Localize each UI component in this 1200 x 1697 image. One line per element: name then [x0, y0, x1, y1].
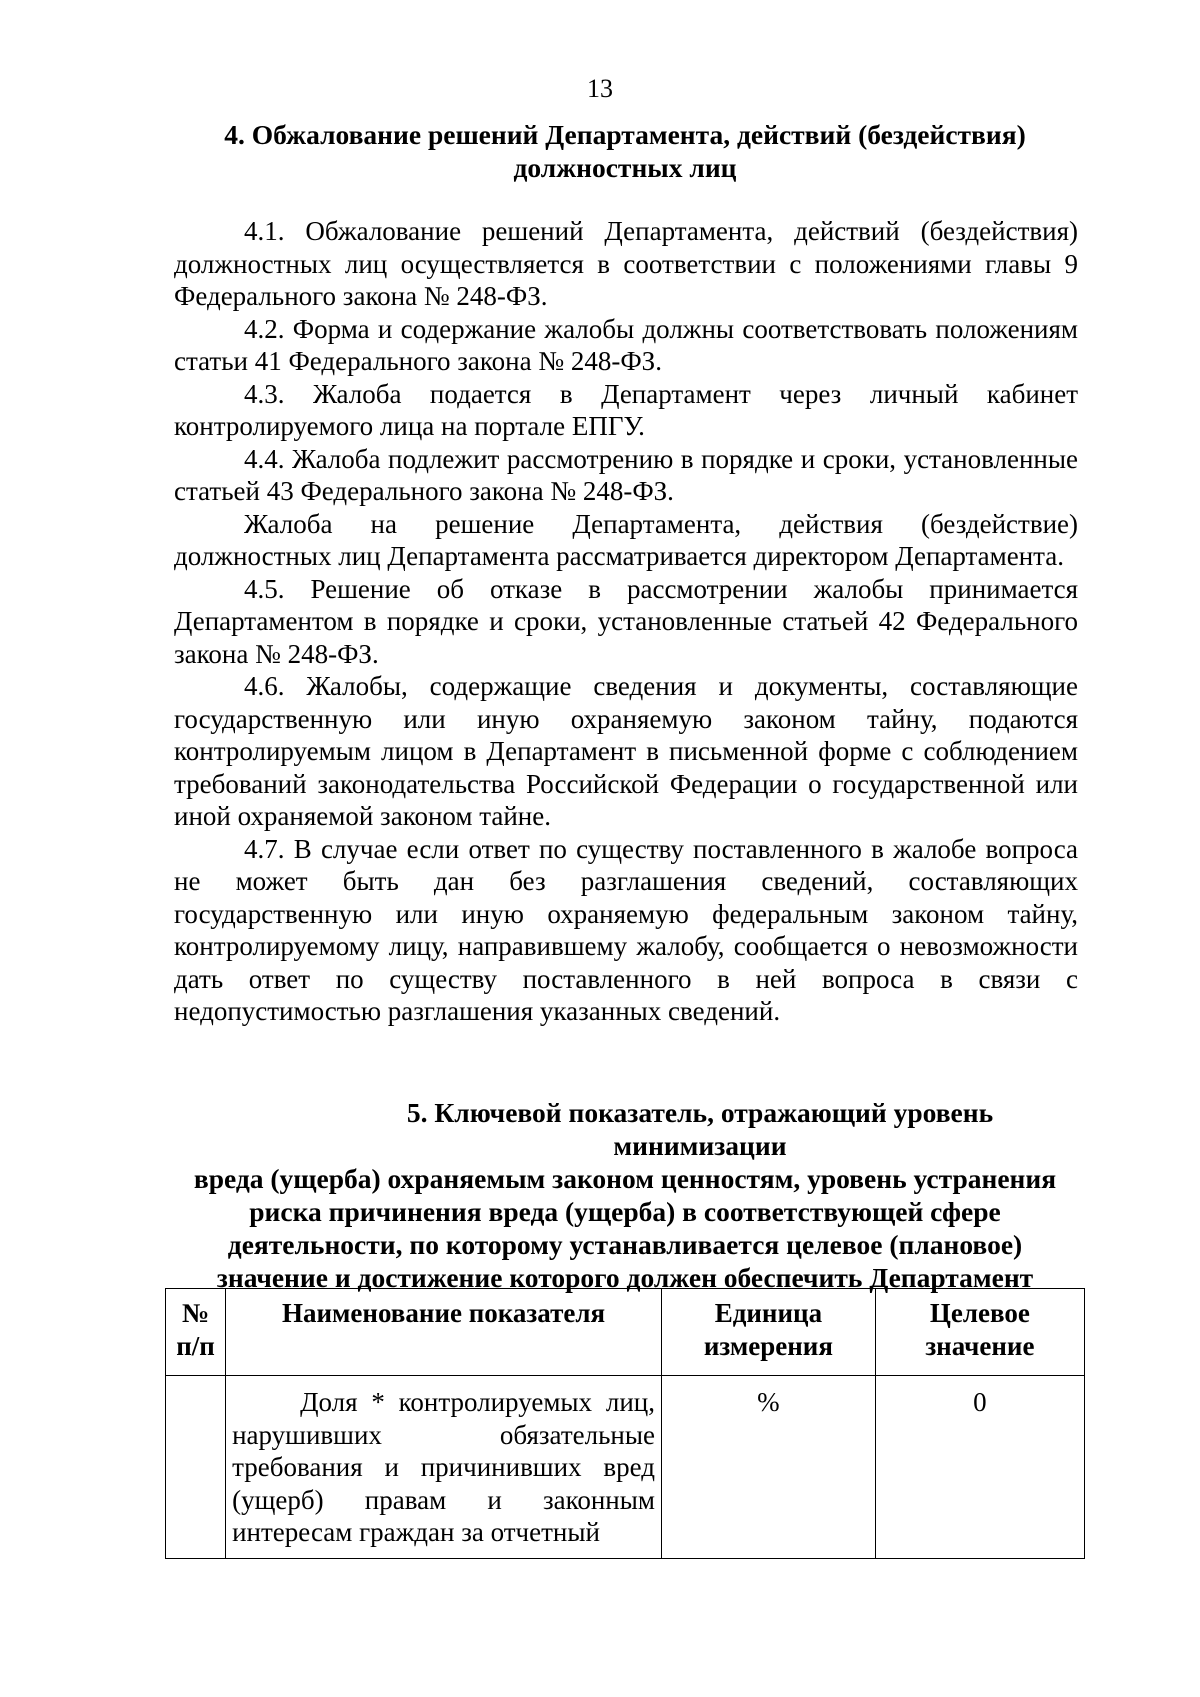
paragraph-4-2: 4.2. Форма и содержание жалобы должны соответствовать положениям статьи 41 Федерального закона № 248-ФЗ. [174, 313, 1078, 376]
section-5-heading [170, 1096, 1080, 1294]
key-indicator-table [165, 1288, 1085, 1559]
header-unit-line1: Единица [714, 1298, 823, 1328]
paragraph-4-3: 4.3. Жалоба подается в Департамент через личный кабинет контролируемого лица на портале ЕПГУ. [174, 378, 1078, 441]
header-indicator-name: Наименование показателя [226, 1289, 662, 1376]
section-4-heading: 4. Обжалование решений Департамента, действий (бездействия) должностных лиц [224, 119, 1026, 183]
header-target-line1: Целевое [929, 1298, 1030, 1328]
section-5-heading-line: деятельности, по которому устанавливается целевое (плановое) [227, 1229, 1023, 1260]
indicator-name-text: Доля * контролируемых лиц, нарушивших обязательные требования и причинивших вред (ущерб) правам и законным интересам граждан за отчетный [232, 1387, 655, 1547]
paragraph-4-5: 4.5. Решение об отказе в рассмотрении жалобы принимается Департаментом в порядке и сроки, установленные статьей 42 Федерального закона № 248-ФЗ. [174, 573, 1078, 669]
row-target-cell: 0 [875, 1376, 1084, 1559]
page-number: 13 [587, 74, 613, 103]
table-row [166, 1376, 1085, 1559]
paragraph-4-6: 4.6. Жалобы, содержащие сведения и документы, составляющие государственную или иную охраняемую законом тайну, подаются контролируемым лицом в Департамент в письменной форме с соблюдением требований законодательства Российской Федерации о государственной или иной охраняемой законом тайне. [174, 671, 1078, 831]
header-unit-line2: измерения [703, 1330, 833, 1361]
header-unit [661, 1289, 875, 1376]
section-5-heading-line: вреда (ущерба) охраняемым законом ценностям, уровень устранения [193, 1163, 1057, 1194]
paragraph-4-7: 4.7. В случае если ответ по существу поставленного в жалобе вопроса не может быть дан без разглашения сведений, составляющих государственную или иную охраняемую федеральным законом тайну, контролируемому лицу, направившему жалобу, сообщается о невозможности дать ответ по существу поставленного в ней вопроса в связи с недопустимостью разглашения указанных сведений. [174, 833, 1078, 1026]
section-5-heading-line: значение и достижение которого должен обеспечить Департамент [216, 1262, 1034, 1293]
row-unit-cell: % [661, 1376, 875, 1559]
table-header-row [166, 1289, 1085, 1376]
header-number [166, 1289, 226, 1376]
section-5-heading-line: 5. Ключевой показатель, отражающий уровень минимизации [406, 1097, 994, 1161]
header-number-line1: № [181, 1298, 210, 1328]
paragraph-4-4: 4.4. Жалоба подлежит рассмотрению в порядке и сроки, установленные статьей 43 Федерального закона № 248-ФЗ. [174, 443, 1078, 506]
section-5-heading-line: риска причинения вреда (ущерба) в соответствующей сфере [249, 1196, 1001, 1227]
header-number-line2: п/п [176, 1330, 215, 1361]
paragraph-4-4-note: Жалоба на решение Департамента, действия (бездействие) должностных лиц Департамента рассматривается директором Департамента. [174, 508, 1078, 571]
section-4-body [174, 215, 1078, 1028]
header-target-line2: значение [925, 1330, 1035, 1361]
row-number-cell [166, 1376, 226, 1559]
row-indicator-name-cell [226, 1376, 662, 1559]
paragraph-4-1: 4.1. Обжалование решений Департамента, действий (бездействия) должностных лиц осуществляется в соответствии с положениями главы 9 Федерального закона № 248-ФЗ. [174, 216, 1078, 311]
header-target [875, 1289, 1084, 1376]
